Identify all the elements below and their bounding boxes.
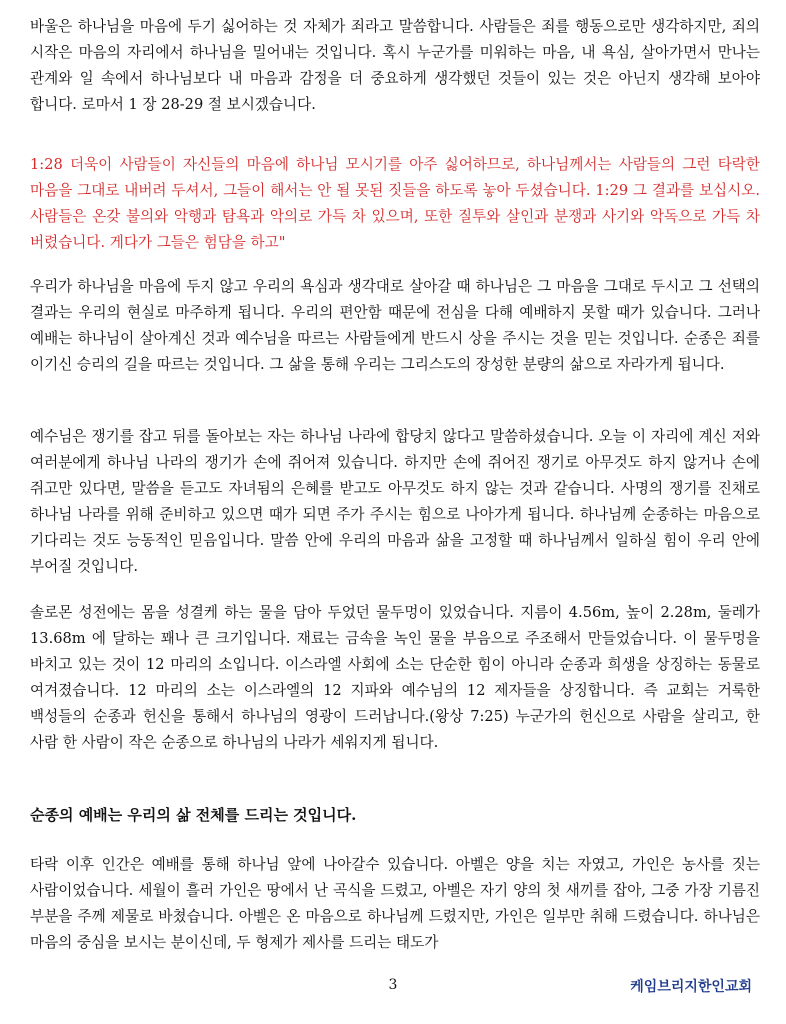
paragraph-solomon-temple-basin: 솔로몬 성전에는 몸을 성결케 하는 물을 담아 두었던 물두멍이 있었습니다. 지름이 4.56m, 높이 2.28m, 둘레가 13.68m 에 달하는 꽤나 큰 크기입니다. 재료는 금속을 녹인 물을 부음으로 주조해서 만들었습니다. 이 물두멍을 바치고 있는 것이 12 마리의 소입니다. 이스라엘 사회에 소는 단순한 힘이 아니라 순종과 희생을 상징하는 동물로 여겨졌습니다. 12 마리의 소는 이스라엘의 12 지파와 예수님의 12 제자들을 상징합니다. 즉 교회는 거룩한 백성들의 순종과 헌신을 통해서 하나님의 영광이 드러납니다.(왕상 7:25) 누군가의 헌신으로 사람을 살리고, 한 사람 한 사람이 작은 순종으로 하나님의 나라가 세워지게 됩니다. xyxy=(30,604,760,751)
paragraph-plow-of-kingdom: 예수님은 쟁기를 잡고 뒤를 돌아보는 자는 하나님 나라에 합당치 않다고 말씀하셨습니다. 오늘 이 자리에 계신 저와 여러분에게 하나님 나라의 쟁기가 손에 쥐어져 있습니다. 하지만 손에 쥐어진 쟁기로 아무것도 하지 않거나 손에 쥐고만 있다면, 말씀을 듣고도 자녀됨의 은혜를 받고도 아무것도 하지 않는 것과 같습니다. 사명의 쟁기를 진채로 하나님 나라를 위해 준비하고 있으면 때가 되면 주가 주시는 힘으로 나아가게 됩니다. 하나님께 순종하는 마음으로 기다리는 것도 능동적인 믿음입니다. 말씀 안에 우리의 마음과 삶을 고정할 때 하나님께서 일하실 힘이 우리 안에 부어질 것입니다. xyxy=(30,428,760,575)
paragraph-worship-obedience: 우리가 하나님을 마음에 두지 않고 우리의 욕심과 생각대로 살아갈 때 하나님은 그 마음을 그대로 두시고 그 선택의 결과는 우리의 현실로 마주하게 됩니다. 우리의 편안함 때문에 전심을 다해 예배하지 못할 때가 있습니다. 그러나 예배는 하나님이 살아계신 것과 예수님을 따르는 사람들에게 반드시 상을 주시는 것을 믿는 것입니다. 순종은 죄를 이기신 승리의 길을 따르는 것입니다. 그 삶을 통해 우리는 그리스도의 장성한 분량의 삶으로 자라가게 됩니다. xyxy=(30,278,760,373)
page-number: 3 xyxy=(388,977,398,993)
paragraph-sin-of-heart: 바울은 하나님을 마음에 두기 싫어하는 것 자체가 죄라고 말씀합니다. 사람들은 죄를 행동으로만 생각하지만, 죄의 시작은 마음의 자리에서 하나님을 밀어내는 것입니다. 혹시 누군가를 미워하는 마음, 내 욕심, 살아가면서 만나는 관계와 일 속에서 하나님보다 내 마음과 감정을 더 중요하게 생각했던 것들이 있는 것은 아닌지 생각해 보아야 합니다. 로마서 1 장 28-29 절 보시겠습니다. xyxy=(30,18,760,113)
scripture-romans-1-28-29: 1:28 더욱이 사람들이 자신들의 마음에 하나님 모시기를 아주 싫어하므로, 하나님께서는 사람들의 그런 타락한 마음을 그대로 내버려 두셔서, 그들이 해서는 안 될 못된 짓들을 하도록 놓아 두셨습니다. 1:29 그 결과를 보십시오. 사람들은 온갖 불의와 악행과 탐욕과 악의로 가득 차 있으며, 또한 질투와 살인과 분쟁과 사기와 악독으로 가득 차 버렸습니다. 게다가 그들은 험담을 하고" xyxy=(30,156,760,251)
paragraph-cain-and-abel: 타락 이후 인간은 예배를 통해 하나님 앞에 나아갈수 있습니다. 아벨은 양을 치는 자였고, 가인은 농사를 짓는 사람이었습니다. 세월이 흘러 가인은 땅에서 난 곡식을 드렸고, 아벨은 자기 양의 첫 새끼를 잡아, 그중 가장 기름진 부분을 주께 제물로 바쳤습니다. 아벨은 온 마음으로 하나님께 드렸지만, 가인은 일부만 취해 드렸습니다. 하나님은 마음의 중심을 보시는 분이신데, 두 형제가 제사를 드리는 태도가 xyxy=(30,856,760,951)
section-heading: 순종의 예배는 우리의 삶 전체를 드리는 것입니다. xyxy=(30,806,357,824)
church-name: 케임브리지한인교회 xyxy=(630,979,752,995)
